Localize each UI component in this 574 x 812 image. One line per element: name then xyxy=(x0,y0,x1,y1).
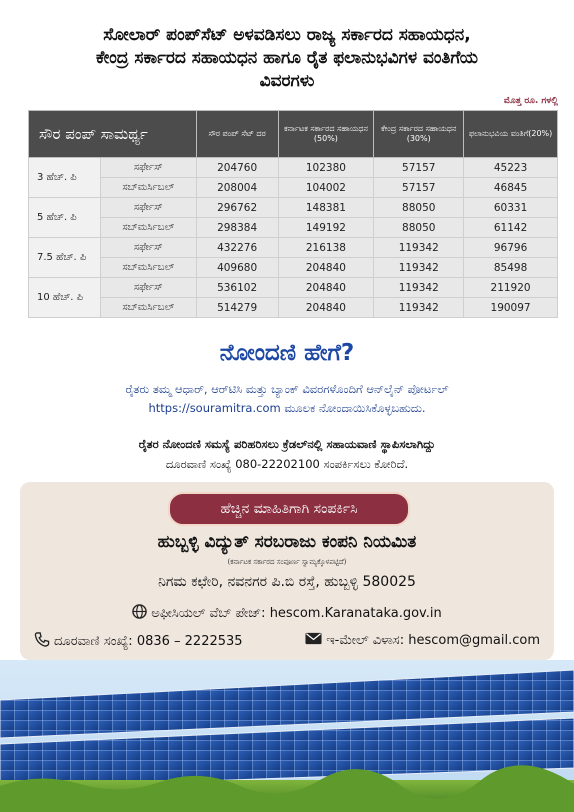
phone-label: ದೂರವಾಣಿ ಸಂಖ್ಯೆ: xyxy=(54,634,133,649)
price-cell: 296762 xyxy=(196,198,278,218)
col-central-subsidy: ಕೇಂದ್ರ ಸರ್ಕಾರದ ಸಹಾಯಧನ (30%) xyxy=(374,111,464,158)
col-price: ಸೌರ ಪಂಪ್ ಸೆಟ್ ದರ xyxy=(196,111,278,158)
farmer-share-cell: 46845 xyxy=(464,178,558,198)
col-farmer-share: ಫಲಾನುಭವಿಯ ವಂತಿಗೆ(20%) xyxy=(464,111,558,158)
central-subsidy-cell: 119342 xyxy=(374,278,464,298)
state-subsidy-cell: 216138 xyxy=(278,238,374,258)
farmer-share-cell: 96796 xyxy=(464,238,558,258)
farmer-share-cell: 61142 xyxy=(464,218,558,238)
central-subsidy-cell: 119342 xyxy=(374,258,464,278)
table-row xyxy=(29,258,558,278)
phone-line xyxy=(34,632,243,651)
central-subsidy-cell: 57157 xyxy=(374,178,464,198)
pump-type-cell: ಸಬ್‌ಮರ್ಸಿಬಲ್ xyxy=(100,258,196,278)
unit-note: ಮೊತ್ತ ರೂ. ಗಳಲ್ಲಿ xyxy=(503,96,558,106)
price-cell: 514279 xyxy=(196,298,278,318)
col-state-subsidy: ಕರ್ನಾಟಕ ಸರ್ಕಾರದ ಸಹಾಯಧನ (50%) xyxy=(278,111,374,158)
registration-line-1: ರೈತರು ತಮ್ಮ ಆಧಾರ್, ಆರ್‌ಟಿಸಿ ಮತ್ತು ಬ್ಯಾಂಕ್ ವಿವರಗಳೊಂದಿಗೆ ಆನ್‌ಲೈನ್ ಪೋರ್ಟಲ್ xyxy=(125,382,449,396)
table-row xyxy=(29,298,558,318)
capacity-cell: 5 ಹೆಚ್. ಪಿ xyxy=(29,198,101,238)
company-subtitle: (ಕರ್ನಾಟಕ ಸರ್ಕಾರದ ಸಂಪೂರ್ಣ ಸ್ವಾಮ್ಯಕ್ಕೊಳಪಟ್ಟಿದೆ) xyxy=(227,558,347,566)
contact-heading: ಹೆಚ್ಚಿನ ಮಾಹಿತಿಗಾಗಿ ಸಂಪರ್ಕಿಸಿ xyxy=(168,492,410,526)
state-subsidy-cell: 204840 xyxy=(278,278,374,298)
central-subsidy-cell: 119342 xyxy=(374,238,464,258)
registration-text xyxy=(30,380,544,418)
pump-type-cell: ಸರ್ಫೇಸ್ xyxy=(100,198,196,218)
capacity-cell: 7.5 ಹೆಚ್. ಪಿ xyxy=(29,238,101,278)
table-body xyxy=(29,158,558,318)
price-cell: 409680 xyxy=(196,258,278,278)
price-cell: 432276 xyxy=(196,238,278,258)
state-subsidy-cell: 104002 xyxy=(278,178,374,198)
price-cell: 208004 xyxy=(196,178,278,198)
email-label: ಇ-ಮೇಲ್ ವಿಳಾಸ: xyxy=(326,633,405,648)
page-title xyxy=(20,24,554,93)
table-row xyxy=(29,198,558,218)
registration-title: ನೋಂದಣಿ ಹೇಗೆ? xyxy=(219,340,355,366)
state-subsidy-cell: 148381 xyxy=(278,198,374,218)
state-subsidy-cell: 149192 xyxy=(278,218,374,238)
farmer-share-cell: 85498 xyxy=(464,258,558,278)
farmer-share-cell: 45223 xyxy=(464,158,558,178)
central-subsidy-cell: 57157 xyxy=(374,158,464,178)
helpline-line-2: ದೂರವಾಣಿ ಸಂಖ್ಯೆ 080-22202100 ಸಂಪರ್ಕಿಸಲು ಕೋರಿದೆ. xyxy=(165,457,409,471)
table-row xyxy=(29,158,558,178)
website-link[interactable]: hescom.Karanataka.gov.in xyxy=(269,606,442,621)
pump-type-cell: ಸಬ್‌ಮರ್ಸಿಬಲ್ xyxy=(100,298,196,318)
table-row xyxy=(29,278,558,298)
helpline-line-1: ರೈತರ ನೋಂದಣಿ ಸಮಸ್ಯೆ ಪರಿಹರಿಸಲು ಕ್ರೆಡಲ್‌ನಲ್ಲಿ ಸಹಾಯವಾಣಿ ಸ್ಥಾಪಿಸಲಾಗಿದ್ದು xyxy=(138,437,436,451)
globe-icon xyxy=(132,604,147,623)
registration-line-2: https://souramitra.com ಮೂಲಕ ನೋಂದಾಯಿಸಿಕೊಳ್ಳಬಹುದು. xyxy=(148,401,426,415)
capacity-cell: 10 ಹೆಚ್. ಪಿ xyxy=(29,278,101,318)
website-line xyxy=(20,604,554,623)
table-row xyxy=(29,178,558,198)
phone-icon xyxy=(34,632,50,651)
phone-value[interactable]: 0836 – 2222535 xyxy=(136,634,243,649)
col-capacity: ಸೌರ ಪಂಪ್ ಸಾಮರ್ಥ್ಯ xyxy=(29,111,197,158)
table-row xyxy=(29,238,558,258)
email-value[interactable]: hescom@gmail.com xyxy=(408,633,540,648)
envelope-icon xyxy=(305,632,322,649)
farmer-share-cell: 211920 xyxy=(464,278,558,298)
pump-type-cell: ಸರ್ಫೇಸ್ xyxy=(100,158,196,178)
pump-type-cell: ಸರ್ಫೇಸ್ xyxy=(100,238,196,258)
farmer-share-cell: 190097 xyxy=(464,298,558,318)
subsidy-table xyxy=(28,110,558,318)
capacity-cell: 3 ಹೆಚ್. ಪಿ xyxy=(29,158,101,198)
price-cell: 536102 xyxy=(196,278,278,298)
title-line-2: ಕೇಂದ್ರ ಸರ್ಕಾರದ ಸಹಾಯಧನ ಹಾಗೂ ರೈತ ಫಲಾನುಭವಿಗಳ ವಂತಿಗೆಯ xyxy=(96,48,478,68)
contact-card xyxy=(20,482,554,660)
table-row xyxy=(29,218,558,238)
website-label: ಅಫೀಸಿಯಲ್ ವೆಬ್ ಪೇಜ್: xyxy=(151,606,266,621)
pump-type-cell: ಸಬ್‌ಮರ್ಸಿಬಲ್ xyxy=(100,178,196,198)
email-line xyxy=(305,632,540,649)
central-subsidy-cell: 119342 xyxy=(374,298,464,318)
company-address: ನಿಗಮ ಕಛೇರಿ, ನವನಗರ ಪಿ.ಬಿ ರಸ್ತೆ, ಹುಬ್ಬಳ್ಳಿ 580025 xyxy=(158,574,416,590)
central-subsidy-cell: 88050 xyxy=(374,198,464,218)
title-line-1: ಸೋಲಾರ್ ಪಂಪ್‌ಸೆಟ್ ಅಳವಡಿಸಲು ರಾಜ್ಯ ಸರ್ಕಾರದ ಸಹಾಯಧನ, xyxy=(103,25,471,45)
title-line-3: ವಿವರಗಳು xyxy=(259,71,315,91)
pump-type-cell: ಸಬ್‌ಮರ್ಸಿಬಲ್ xyxy=(100,218,196,238)
company-name: ಹುಬ್ಬಳ್ಳಿ ವಿದ್ಯುತ್ ಸರಬರಾಜು ಕಂಪನಿ ನಿಯಮಿತ xyxy=(157,532,417,552)
state-subsidy-cell: 102380 xyxy=(278,158,374,178)
price-cell: 298384 xyxy=(196,218,278,238)
farmer-share-cell: 60331 xyxy=(464,198,558,218)
state-subsidy-cell: 204840 xyxy=(278,298,374,318)
pump-type-cell: ಸರ್ಫೇಸ್ xyxy=(100,278,196,298)
state-subsidy-cell: 204840 xyxy=(278,258,374,278)
price-cell: 204760 xyxy=(196,158,278,178)
central-subsidy-cell: 88050 xyxy=(374,218,464,238)
solar-panels-image xyxy=(0,660,574,812)
helpline-text xyxy=(30,434,544,474)
